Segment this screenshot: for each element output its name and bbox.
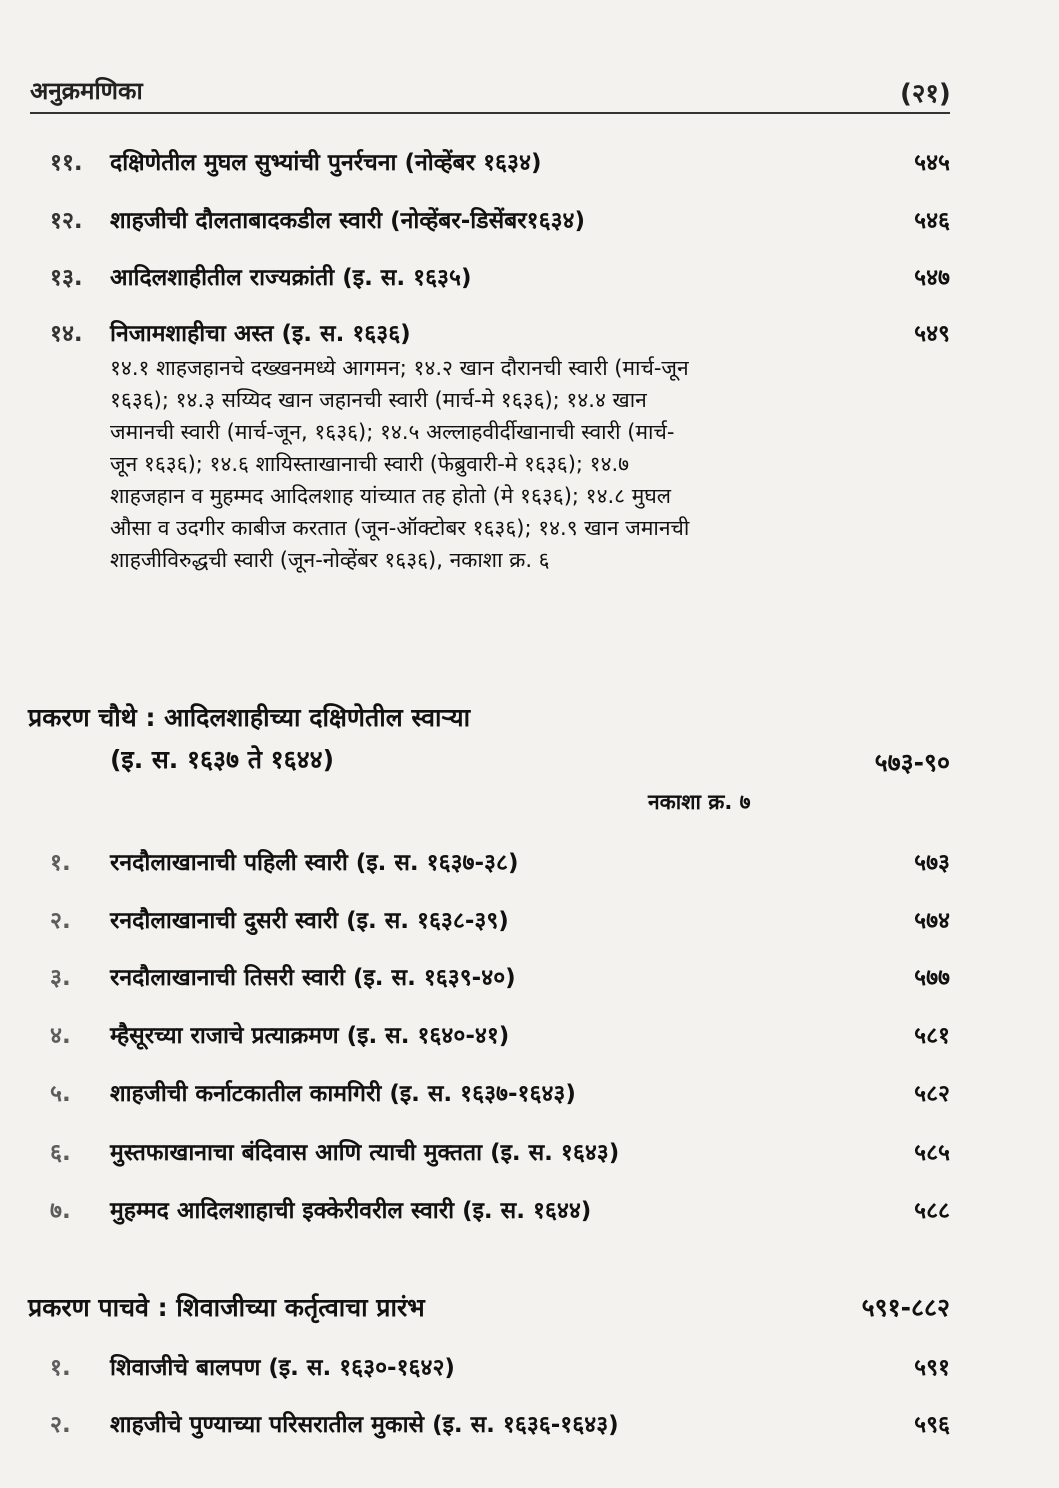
entry-title: आदिलशाहीतील राज्यक्रांती (इ. स. १६३५) [110, 265, 472, 291]
entry-title: शाहजीची कर्नाटकातील कामगिरी (इ. स. १६३७-१६४३) [110, 1081, 576, 1107]
entry-title: रनदौलाखानाची पहिली स्वारी (इ. स. १६३७-३८) [110, 850, 519, 876]
page-header [30, 68, 949, 108]
entry-title: म्हैसूरच्या राजाचे प्रत्याक्रमण (इ. स. १६४०-४१) [110, 1023, 510, 1049]
map-note: नकाशा क्र. ७ [648, 790, 751, 814]
chapter-4-range: ५७३-९० [874, 748, 950, 777]
entry-page: ५७३ [914, 850, 950, 876]
entry-title: मुस्तफाखानाचा बंदिवास आणि त्याची मुक्तता (इ. स. १६४३) [110, 1140, 620, 1166]
entry-title: रनदौलाखानाची तिसरी स्वारी (इ. स. १६३९-४०) [110, 965, 516, 991]
entry-page: ५८५ [914, 1140, 950, 1166]
folio: (२१) [900, 79, 951, 109]
entry-title: निजामशाहीचा अस्त (इ. स. १६३६) [110, 321, 411, 347]
subtopic-line: औसा व उदगीर काबीज करतात (जून-ऑक्टोबर १६३६); १४.९ खान जमानची [110, 516, 690, 540]
entry-number: २. [50, 908, 71, 934]
entry-number: ३. [50, 965, 71, 991]
entry-page: ५४७ [914, 265, 950, 291]
entry-title: रनदौलाखानाची दुसरी स्वारी (इ. स. १६३८-३९) [110, 908, 509, 934]
entry-number: ४. [50, 1023, 71, 1049]
subtopic-line: शाहजीविरुद्धची स्वारी (जून-नोव्हेंबर १६३६), नकाशा क्र. ६ [110, 548, 550, 572]
entry-title: मुहम्मद आदिलशाहाची इक्केरीवरील स्वारी (इ. स. १६४४) [110, 1198, 592, 1224]
entry-title: शाहजीचे पुण्याच्या परिसरातील मुकासे (इ. स. १६३६-१६४३) [110, 1412, 619, 1438]
entry-number: ६. [50, 1140, 71, 1166]
entry-page: ५४६ [914, 208, 950, 234]
entry-page: ५८१ [914, 1023, 950, 1049]
entry-page: ५९६ [914, 1412, 950, 1438]
entry-number: ७. [50, 1198, 71, 1224]
subtopic-line: जमानची स्वारी (मार्च-जून, १६३६); १४.५ अल्लाहवीर्दीखानाची स्वारी (मार्च- [110, 420, 675, 444]
entry-number: १२. [50, 208, 83, 234]
subtopic-line: १६३६); १४.३ सय्यिद खान जहानची स्वारी (मार्च-मे १६३६); १४.४ खान [110, 388, 647, 412]
entry-number: १३. [50, 265, 83, 291]
entry-page: ५४९ [914, 321, 950, 347]
entry-title: दक्षिणेतील मुघल सुभ्यांची पुनर्रचना (नोव्हेंबर १६३४) [110, 150, 542, 176]
entry-number: १. [50, 850, 71, 876]
entry-page: ५८२ [914, 1081, 950, 1107]
entry-title: शिवाजीचे बालपण (इ. स. १६३०-१६४२) [110, 1355, 455, 1381]
entry-page: ५४५ [914, 150, 950, 176]
subtopic-line: जून १६३६); १४.६ शायिस्ताखानाची स्वारी (फेब्रुवारी-मे १६३६); १४.७ [110, 452, 630, 476]
chapter-4-title: प्रकरण चौथे : आदिलशाहीच्या दक्षिणेतील स्वाऱ्या [28, 703, 471, 732]
entry-page: ५८८ [914, 1198, 950, 1224]
entry-page: ५७४ [914, 908, 950, 934]
subtopic-line: शाहजहान व मुहम्मद आदिलशाह यांच्यात तह होतो (मे १६३६); १४.८ मुघल [110, 484, 671, 508]
entry-title: शाहजीची दौलताबादकडील स्वारी (नोव्हेंबर-डिसेंबर१६३४) [110, 208, 586, 234]
entry-number: ५. [50, 1081, 71, 1107]
chapter-4-subtitle: (इ. स. १६३७ ते १६४४) [110, 745, 335, 774]
entry-page: ५९१ [914, 1355, 950, 1381]
entry-number: १. [50, 1355, 71, 1381]
chapter-5-title: प्रकरण पाचवे : शिवाजीच्या कर्तृत्वाचा प्रारंभ [28, 1293, 425, 1322]
subtopic-line: १४.१ शाहजहानचे दख्खनमध्ये आगमन; १४.२ खान दौरानची स्वारी (मार्च-जून [110, 356, 689, 380]
entry-number: ११. [50, 150, 83, 176]
entry-number: १४. [50, 321, 83, 347]
chapter-5-range: ५९१-८८२ [861, 1293, 950, 1322]
running-head: अनुक्रमणिका [30, 77, 143, 105]
subtopics-paragraph [110, 352, 810, 576]
header-rule [30, 112, 950, 114]
entry-number: २. [50, 1412, 71, 1438]
entry-page: ५७७ [914, 965, 950, 991]
